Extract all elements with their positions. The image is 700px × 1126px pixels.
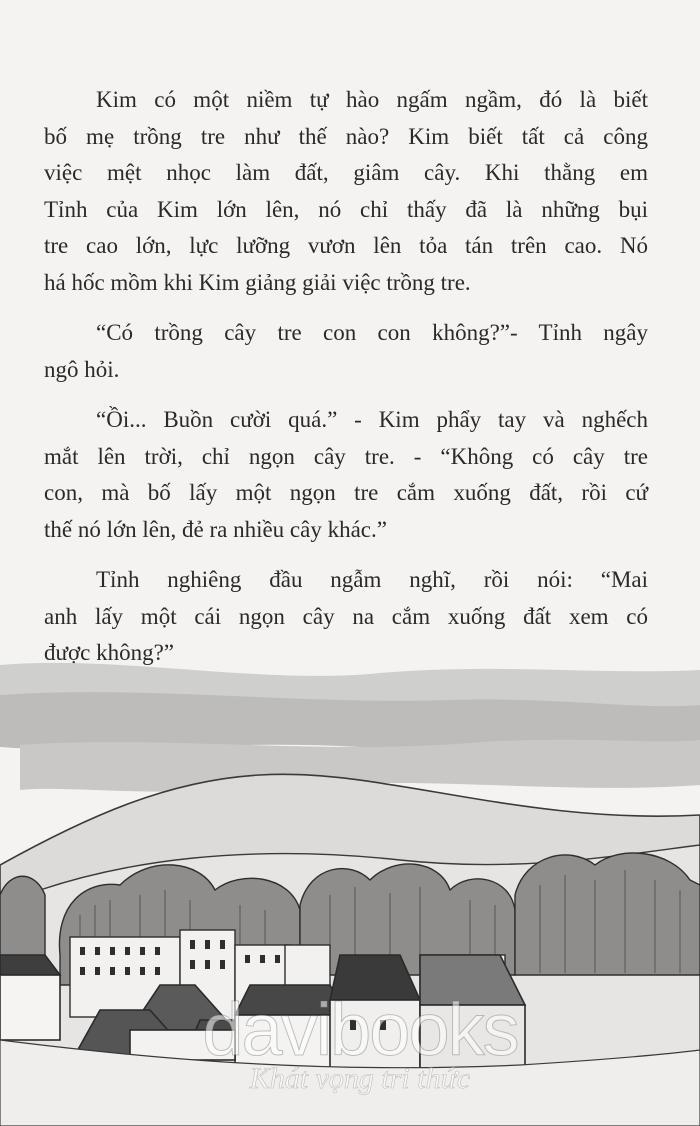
text-line: anh lấy một cái ngọn cây na cắm xuống đất xem có — [44, 603, 648, 629]
watermark-tagline: Khát vọng tri thức — [249, 1062, 471, 1095]
text-line: Tỉnh nghiêng đầu ngẫm nghĩ, rồi nói: “Mai — [96, 567, 648, 592]
text-line: được không?” — [44, 640, 175, 665]
paragraph-1 — [44, 82, 648, 301]
paragraph-3 — [44, 402, 648, 548]
paragraph-2 — [44, 315, 648, 388]
text-line: Tỉnh của Kim lớn lên, nó chỉ thấy đã là những bụi — [44, 196, 648, 222]
text-line: Kim có một niềm tự hào ngấm ngầm, đó là biết — [96, 87, 648, 112]
text-line: “Ồi... Buồn cười quá.” - Kim phẩy tay và nghếch — [96, 407, 648, 432]
story-text — [44, 82, 648, 686]
text-line: thế nó lớn lên, đẻ ra nhiều cây khác.” — [44, 516, 387, 542]
text-line: “Có trồng cây tre con con không?”- Tỉnh ngây — [96, 320, 648, 345]
text-line: ngô hỏi. — [44, 356, 120, 382]
text-line: bố mẹ trồng tre như thế nào? Kim biết tất cả công — [44, 123, 648, 149]
watermark-brand: davibooks — [202, 988, 518, 1071]
text-line: tre cao lớn, lực lưỡng vươn lên tỏa tán trên cao. Nó — [44, 233, 648, 258]
publisher-watermark — [150, 990, 570, 1096]
text-line: há hốc mồm khi Kim giảng giải việc trồng tre. — [44, 269, 471, 295]
text-line: việc mệt nhọc làm đất, giâm cây. Khi thằng em — [44, 160, 648, 185]
text-line: mắt lên trời, chỉ ngọn cây tre. - “Không có cây tre — [44, 443, 648, 469]
text-line: con, mà bố lấy một ngọn tre cắm xuống đất, rồi cứ — [44, 480, 648, 505]
